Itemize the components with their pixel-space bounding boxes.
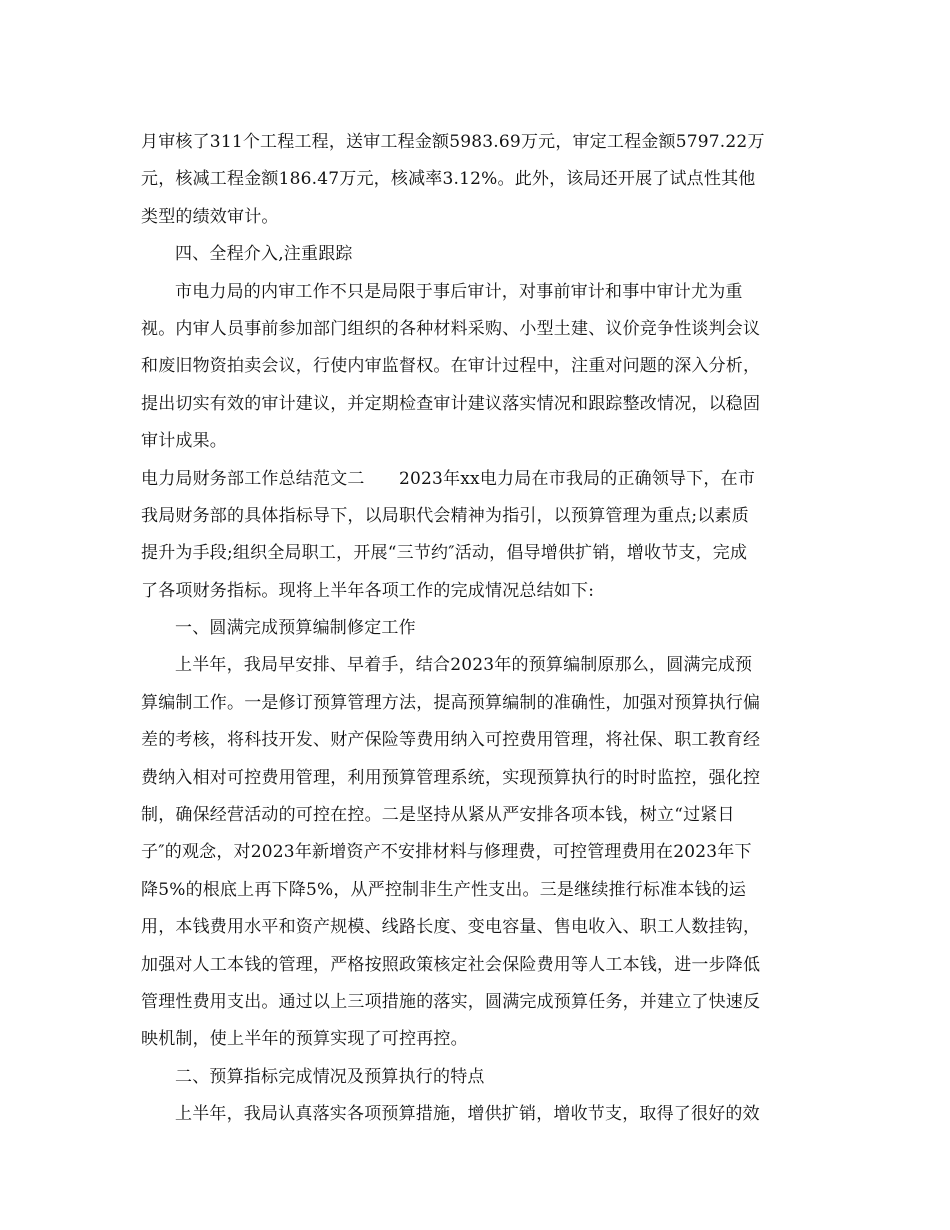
body-text-line: 差的考核，将科技开发、财产保险等费用纳入可控费用管理，将社保、职工教育经	[141, 730, 761, 751]
body-text-line: 审计成果。	[141, 431, 227, 452]
body-text-line: 制，确保经营活动的可控在控。二是坚持从紧从严安排各项本钱，树立“过紧日	[141, 805, 735, 826]
body-text-line: 子″的观念，对2023年新增资产不安排材料与修理费，可控管理费用在2023年下	[141, 842, 752, 863]
body-text-line: 提出切实有效的审计建议，并定期检查审计建议落实情况和跟踪整改情况，以稳固	[141, 393, 761, 414]
body-text-line: 元，核减工程金额186.47万元，核减率3.12%。此外，该局还开展了试点性其他	[141, 169, 756, 190]
document-title-line: 电力局财务部工作总结范文二 2023年xx电力局在市我局的正确领导下，在市	[141, 468, 756, 489]
section-heading: 二、预算指标完成情况及预算执行的特点	[175, 1066, 485, 1087]
body-text-line: 上半年，我局早安排、早着手，结合2023年的预算编制原那么，圆满完成预	[175, 655, 753, 676]
body-text-line: 月审核了311个工程工程，送审工程金额5983.69万元，审定工程金额5797.22万	[141, 132, 765, 152]
section-heading: 一、圆满完成预算编制修定工作	[175, 618, 416, 639]
body-text-line: 类型的绩效审计。	[141, 206, 279, 227]
body-text-line: 加强对人工本钱的管理，严格按照政策核定社会保险费用等人工本钱，进一步降低	[141, 954, 761, 975]
document-page	[141, 124, 811, 1134]
body-text-line: 上半年，我局认真落实各项预算措施，增供扩销，增收节支，取得了很好的效	[175, 1104, 760, 1125]
body-text-line: 视。内审人员事前参加部门组织的各种材料采购、小型土建、议价竞争性谈判会议	[141, 318, 761, 339]
body-text-line: 我局财务部的具体指标导下，以局职代会精神为指引，以预算管理为重点;以素质	[141, 505, 749, 526]
body-text-line: 市电力局的内审工作不只是局限于事后审计，对事前审计和事中审计尤为重	[175, 281, 743, 302]
body-text-line: 和废旧物资拍卖会议，行使内审监督权。在审计过程中，注重对问题的深入分析，	[141, 356, 761, 377]
body-text-line: 用，本钱费用水平和资产规模、线路长度、变电容量、售电收入、职工人数挂钩，	[141, 917, 761, 938]
body-text-line: 费纳入相对可控费用管理，利用预算管理系统，实现预算执行的时时监控，强化控	[141, 767, 761, 788]
body-text-line: 算编制工作。一是修订预算管理方法，提高预算编制的准确性，加强对预算执行偏	[141, 692, 761, 713]
section-heading: 四、全程介入,注重跟踪	[175, 244, 353, 265]
body-text-line: 管理性费用支出。通过以上三项措施的落实，圆满完成预算任务，并建立了快速反	[141, 991, 761, 1012]
body-text-line: 提升为手段;组织全局职工，开展“三节约″活动，倡导增供扩销，增收节支，完成	[141, 543, 748, 564]
body-text-line: 映机制，使上半年的预算实现了可控再控。	[141, 1029, 468, 1050]
body-text-line: 了各项财务指标。现将上半年各项工作的完成情况总结如下:	[141, 580, 595, 601]
body-text-line: 降5%的根底上再下降5%，从严控制非生产性支出。三是继续推行标准本钱的运	[141, 879, 747, 900]
